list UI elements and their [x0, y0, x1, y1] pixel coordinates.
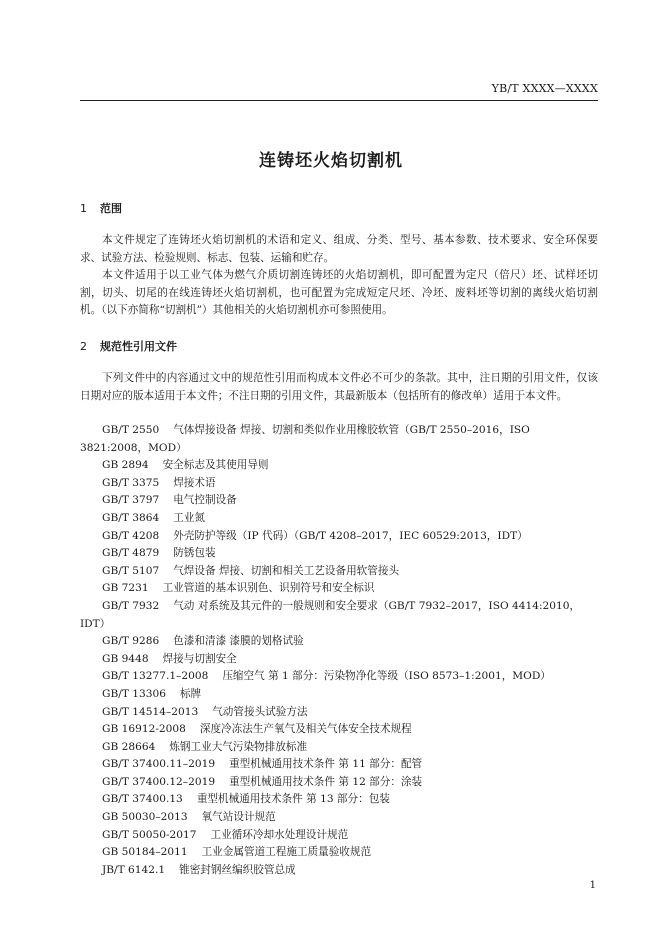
reference-code: GB/T 14514–2013 — [102, 705, 199, 718]
reference-title: 标牌 — [179, 687, 202, 700]
reference-code: GB/T 4879 — [102, 547, 160, 560]
reference-item — [80, 580, 598, 598]
reference-title: 深度冷冻法生产氧气及相关气体安全技术规程 — [199, 723, 412, 736]
reference-code: JB/T 6142.1 — [102, 863, 166, 876]
reference-item — [80, 651, 598, 669]
reference-code: GB/T 37400.13 — [102, 793, 183, 806]
reference-code: GB 2894 — [102, 459, 149, 472]
reference-title: 气动管接头试验方法 — [212, 705, 308, 718]
reference-item — [80, 791, 598, 809]
reference-item — [80, 563, 598, 581]
reference-item — [80, 756, 598, 774]
reference-item — [80, 827, 598, 845]
reference-item — [80, 721, 598, 739]
section-2-heading — [80, 338, 177, 354]
reference-title: 防锈包装 — [173, 547, 216, 560]
reference-item — [80, 457, 598, 475]
reference-title: 气体焊接设备 焊接、切割和类似作业用橡胶软管（GB/T 2550–2016，ISO 3821:2008，MOD） — [80, 424, 530, 454]
reference-code: GB/T 3797 — [102, 494, 160, 507]
section-number: 1 — [80, 202, 87, 215]
reference-item — [80, 809, 598, 827]
section-number: 2 — [80, 340, 87, 353]
reference-title: 工业氮 — [173, 511, 205, 524]
reference-title: 锥密封钢丝编织胶管总成 — [179, 863, 296, 876]
reference-item — [80, 686, 598, 704]
reference-item — [80, 668, 598, 686]
section-1-heading — [80, 200, 122, 216]
reference-title: 气焊设备 焊接、切割和相关工艺设备用软管接头 — [173, 564, 400, 577]
section-title: 规范性引用文件 — [100, 340, 177, 353]
reference-title: 重型机械通用技术条件 第 11 部分：配管 — [229, 758, 423, 771]
reference-code: GB/T 4208 — [102, 529, 160, 542]
reference-list — [80, 422, 598, 879]
reference-item — [80, 528, 598, 546]
reference-item — [80, 704, 598, 722]
reference-code: GB 16912-2008 — [102, 723, 186, 736]
reference-code: GB/T 5107 — [102, 564, 160, 577]
reference-title: 工业金属管道工程施工质量验收规范 — [201, 846, 372, 859]
standard-code: YB/T XXXX—XXXX — [491, 82, 598, 95]
reference-title: 焊接与切割安全 — [162, 652, 237, 665]
reference-code: GB/T 37400.12–2019 — [102, 775, 216, 788]
reference-code: GB 50030–2013 — [102, 811, 188, 824]
reference-code: GB/T 37400.11–2019 — [102, 758, 216, 771]
section-title: 范围 — [100, 202, 122, 215]
reference-item — [80, 422, 598, 457]
reference-code: GB 28664 — [102, 740, 156, 753]
reference-item — [80, 492, 598, 510]
reference-title: 压缩空气 第 1 部分：污染物净化等级（ISO 8573–1:2001，MOD） — [222, 670, 551, 683]
reference-title: 电气控制设备 — [173, 494, 237, 507]
document-title: 连铸坯火焰切割机 — [259, 151, 403, 171]
normative-references-intro: 下列文件中的内容通过文中的规范性引用而构成本文件必不可少的条款。其中，注日期的引用文件，仅该日期对应的版本适用于本文件；不注日期的引用文件，其最新版本（包括所有的修改单）适用于本文件。 — [80, 372, 598, 402]
reference-title: 外壳防护等级（IP 代码）（GB/T 4208–2017，IEC 60529:2013，IDT） — [173, 529, 528, 542]
reference-title: 重型机械通用技术条件 第 13 部分：包装 — [196, 793, 390, 806]
reference-item — [80, 475, 598, 493]
reference-title: 色漆和清漆 漆膜的划格试验 — [173, 635, 304, 648]
reference-item — [80, 545, 598, 563]
reference-code: GB/T 50050-2017 — [102, 828, 197, 841]
reference-item — [80, 633, 598, 651]
reference-code: GB 9448 — [102, 652, 149, 665]
reference-title: 炼钢工业大气污染物排放标准 — [169, 740, 308, 753]
reference-code: GB 50184–2011 — [102, 846, 188, 859]
reference-title: 气动 对系统及其元件的一般规则和安全要求（GB/T 7932–2017，ISO 4414:2010，IDT） — [80, 599, 581, 630]
reference-code: GB/T 7932 — [102, 599, 160, 612]
reference-item — [80, 598, 598, 633]
reference-item — [80, 862, 598, 880]
reference-title: 工业循环冷却水处理设计规范 — [210, 828, 349, 841]
reference-code: GB/T 9286 — [102, 635, 160, 648]
reference-title: 安全标志及其使用导则 — [162, 459, 269, 472]
reference-code: GB/T 2550 — [102, 424, 160, 436]
scope-paragraph-1: 本文件规定了连铸坯火焰切割机的术语和定义、组成、分类、型号、基本参数、技术要求、安全环保要求、试验方法、检验规则、标志、包装、运输和贮存。 — [80, 234, 598, 264]
reference-title: 氧气站设计规范 — [201, 811, 276, 824]
reference-code: GB/T 3864 — [102, 511, 160, 524]
reference-item — [80, 774, 598, 792]
reference-item — [80, 739, 598, 757]
reference-title: 重型机械通用技术条件 第 12 部分：涂装 — [229, 775, 423, 788]
reference-item — [80, 844, 598, 862]
header-divider — [80, 100, 598, 101]
reference-code: GB 7231 — [102, 582, 149, 595]
reference-code: GB/T 13277.1–2008 — [102, 670, 209, 683]
page-number: 1 — [589, 880, 596, 891]
reference-code: GB/T 3375 — [102, 476, 160, 489]
reference-title: 焊接术语 — [173, 476, 216, 489]
reference-title: 工业管道的基本识别色、识别符号和安全标识 — [162, 582, 375, 595]
reference-item — [80, 510, 598, 528]
scope-paragraph-2: 本文件适用于以工业气体为燃气介质切割连铸坯的火焰切割机，即可配置为定尺（倍尺）坯、试样坯切割，切头、切尾的在线连铸坯火焰切割机，也可配置为完成短定尺坯、冷坯、废料坯等切割的离线火焰切割机。（以下亦简称“切割机”）其他相关的火焰切割机亦可参照使用。 — [80, 269, 598, 316]
reference-code: GB/T 13306 — [102, 687, 166, 700]
